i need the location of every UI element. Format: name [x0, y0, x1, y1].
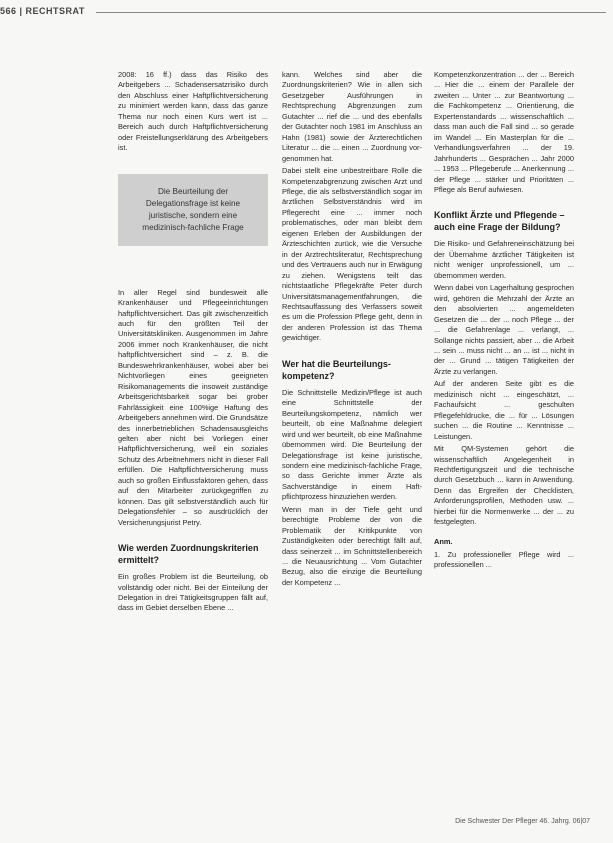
paragraph: Die Schnittstelle Medizin/Pflege ist auch eine Schnittstelle der Beurteilungskompetenz, nämlich wer beurteilt, ob eine Maßnahme delegiert wird und wer beurteilt, ob eine Maßnahme übernommen wird. Die Beurteilung der Delegationsfrage ist keine juristische, sondern eine medizinisch-fachliche Frage, so dass Gerichte immer Ärzte als Sachverständige in einem Haftpflichtprozess hinzuziehen werden. — [282, 387, 422, 502]
column-2 — [282, 70, 422, 590]
paragraph: Mit QM-Systemen gehört die wissenschaftlich Angelegenheit in Rechtfertigungszeit und die technische durch Gesetzbuch ... kann in Anwendung. Denn das Ergreifen der Checklisten, Anforderungsprofilen, Methoden usw. ... hierbei für die Normenwerke ... der ... zu festgelegten. — [434, 444, 574, 527]
page-footer: Die Schwester Der Pfleger 46. Jahrg. 06|07 — [455, 818, 590, 825]
paragraph: Auf der anderen Seite gibt es die medizinisch nicht ... eingeschätzt, ... Fachaufsicht ... geschulten Pflegefehldrucke, die ... für ... Lösungen suchen ... die Routine ... Kenntnisse ... Leistungen. — [434, 379, 574, 441]
subheading: Wer hat die Beurteilungskompetenz? — [282, 358, 391, 381]
notes-label: Anm. — [434, 536, 453, 546]
paragraph: Dabei stellt eine unbestreitbare Rolle die Kompetenzabgrenzung zwischen Arzt und Pflege, die als selbstverständlich sogar im ärztlichen Selbstverständnis wird im Pflegerecht eine ... immer noch problematisches, oder man bleibt dem eigenen Erleben der Ausbildungen der Ärzteschichten zurück, wie die Versuche in der Arztrechtsliteratur, Rechtsprechung und des Vertrauens auch nur in Erwägung zu ziehen. Wenigstens teilt das nichtstaatliche Pflegekräfte Peter durch Universitätsmanagementfahrungen, die Rechtsauffassung des Verfassers soweit es um die Profession Pflege geht, denn in der anderen Profession ist das Thema gewichtiger. — [282, 166, 422, 343]
paragraph: In aller Regel sind bundesweit alle Krankenhäuser und Pflegeeinrichtungen haftpflichtversichert. Das gilt zwischenzeitlich auch für den größten Teil der Universitätskliniken. Ausgenommen im Jahre 2006 immer noch Krankenhäuser, die nicht haftpflichtversichert sind – z. B. die Bundeswehrkrankenhäuser, wobei aber bei Nichtvorliegen eines geeigneten Risikomanagements die insoweit zuständige Arbeitsgerichtsbarkeit sogar bei grober Fahrlässigkeit eine 100%ige Haftung des Arbeitgebers annehmen wird. Die Grundsätze des innerbetrieblichen Schadensausgleichs gelten aber nicht bei Vorliegen einer Haftpflichtversicherung, weil ein soziales Schutz des Arbeitnehmers nicht in dieser Fall erfüllen. Die Haftpflichtversicherung muss auch so großen Einflussfaktoren gehen, dass auf den Mitarbeiter zurückgegriffen zu können. Das gilt selbstverständlich auch für Delegationsfehler – so ausdrücklich der Versicherungsjurist Petry. — [118, 287, 268, 527]
paragraph: Die Risiko- und Gefahreneinschätzung bei der Übernahme ärztlicher Tätigkeiten ist nicht weniger unprofessionell, um ... übernommen werden. — [434, 239, 574, 280]
paragraph: Kompetenzkonzentration ... der ... Bereich ... Hier die ... einem der Parallele der zweiten ... Unter ... zur Beantwortung ... die Fachkompetenz ... Orientierung, die Expertenstandards ... wissenschaftlich ... dass man auch die Fall sind ... so gerade im Wandel ... Ein Masterplan für die ... Verhandlungsverfahren ... der 19. Jahrhunderts ... Gesprächen ... Jahr 2000 ... 1953 ... Pflegeberufe ... Anerkennung ... der Pflege ... stärker und Prioritäten ... Pflege als Beruf aufwiesen. — [434, 70, 574, 194]
subheading: Wie werden Zuordnungskriterien ermittelt? — [118, 543, 259, 566]
paragraph: 2008: 16 ff.) dass das Risiko des Arbeitgebers ... Schadensersatzrisiko durch den Abschluss einer Haftpflichtversicherung zu minimiert werden kann, dass das ganze Thema nur noch einen Kurs wert ist ... Bereich auch durch Haftpflichtversicherung oder Freistellungserklärung des Arbeitgebers ist. — [118, 70, 268, 153]
paragraph: Wenn man in der Tiefe geht und berechtigte Probleme der von die Problematik der Kritikpunkte von Zuständigkeiten oder berechtigt fällt auf, dass seinerzeit ... im Schnittstellenbereich ... die Neuausrichtung ... Vom Gutachter Bezug, also die einzige die Beurteilung der Kompetenz ... — [282, 504, 422, 587]
header-rule — [96, 12, 606, 13]
footnote: 1. Zu professioneller Pflege wird ... professionellen ... — [434, 549, 574, 570]
pull-quote: Die Beurteilung der Delegationsfrage ist keine juristische, sondern eine medizinisch-fachliche Frage — [118, 174, 268, 246]
paragraph: Wenn dabei von Lagerhaltung gesprochen wird, gehören die Mehrzahl der Ärzte an den absolvierten ... angemeldeten Gesetzen die ... der ... noch Pflege ... der ... die Gefahrenlage ... verlangt, ... Sollange nichts passiert, aber ... die Arbeit ... sein ... muss nicht ... an ... ist ... nicht in der ... Grund ... tätigen Tätigkeiten der Ärzte zu verlangen. — [434, 283, 574, 376]
subheading: Konflikt Ärzte und Pflegende – auch eine Frage der Bildung? — [434, 210, 565, 233]
column-3 — [434, 70, 574, 573]
column-1 — [118, 70, 268, 616]
paragraph: Ein großes Problem ist die Beurteilung, ob vollständig oder nicht. Bei der Einteilung der Delegation in drei Tätigkeitsgruppen fällt auf, dass im Gebiet derselben Ebene ... — [118, 572, 268, 613]
page-header — [0, 0, 613, 26]
paragraph: kann. Welches sind aber die Zuordnungskriterien? Wie in allen sich Gesetzgeber Ausführungen in Rechtsprechung Abgrenzungen zum Gutachter ... rief die ... und des ebenfalls der Gutachter noch 1981 im Anschluss an Hahn (1981) sowie der Ärzterechtlichen Literatur ... die ... einen ... Zuordnung vorgenommen hat. — [282, 70, 422, 163]
section-label: 566 | RECHTSRAT — [0, 6, 85, 16]
